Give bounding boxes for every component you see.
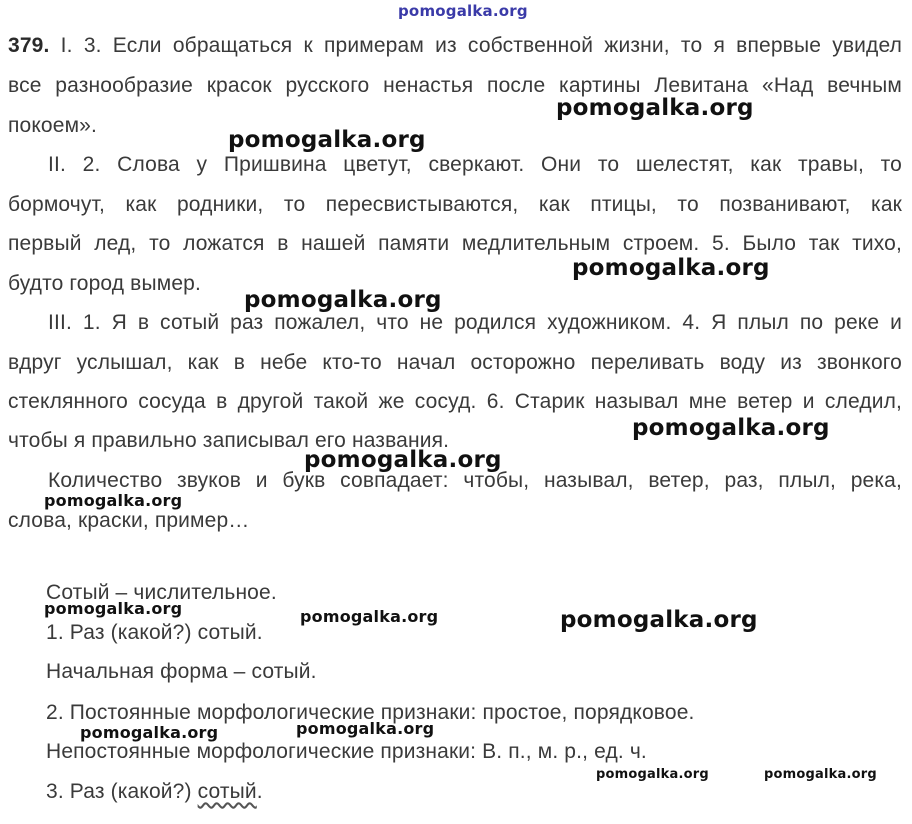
text-line-1 [8,33,902,59]
analysis-line-4: 2. Постоянные морфологические признаки: простое, порядковое. [46,701,695,724]
watermark: pomogalka.org [300,607,439,626]
watermark: pomogalka.org [228,127,426,153]
analysis-line-6 [46,779,912,805]
header-watermark: pomogalka.org [398,2,528,20]
text-line-9: вдруг услышал, как в небе кто-то начал осторожно переливать воду из звонкого [8,351,902,374]
text-line-2: все разнообразие красок русского ненастья после картины Левитана «Над вечным [8,74,902,97]
watermark: pomogalka.org [572,255,770,281]
watermark: pomogalka.org [632,415,830,441]
text-line-13: слова, краски, пример… [8,509,250,532]
watermark: pomogalka.org [764,767,877,782]
text-line-5: бормочут, как родники, то пересвистываются, как птицы, то позванивают, как [8,193,902,216]
underlined-word: сотый [197,780,257,803]
text-line-10: стеклянного сосуда в другой такой же сосуд. 6. Старик называл мне ветер и следил, [8,390,902,413]
watermark: pomogalka.org [560,607,758,633]
text-line-11: чтобы я правильно записывал его названия. [8,429,450,452]
exercise-number: 379. [8,34,50,57]
watermark: pomogalka.org [296,719,435,738]
text-line-6: первый лед, то ложатся в нашей памяти медлительным строем. 5. Было так тихо, [8,232,902,255]
analysis-line-5: Непостоянные морфологические признаки: В. п., м. р., ед. ч. [46,740,647,763]
text-line-7: будто город вымер. [8,272,201,295]
analysis-line-2: 1. Раз (какой?) сотый. [46,621,263,644]
watermark: pomogalka.org [80,723,219,742]
watermark: pomogalka.org [244,287,442,313]
text-line-8: III. 1. Я в сотый раз пожалел, что не родился художником. 4. Я плыл по реке и [48,311,902,334]
analysis-line-6-suffix: . [256,780,263,803]
analysis-line-3: Начальная форма – сотый. [46,660,317,683]
analysis-line-6-prefix: 3. Раз (какой?) [46,780,198,803]
watermark: pomogalka.org [44,599,183,618]
text-line-12: Количество звуков и букв совпадает: чтобы, называл, ветер, раз, плыл, река, [48,469,902,492]
text-line-4: II. 2. Слова у Пришвина цветут, сверкают. Они то шелестят, как травы, то [48,153,902,176]
watermark: pomogalka.org [44,491,183,510]
watermark: pomogalka.org [304,447,502,473]
text-line-3: покоем». [8,114,97,137]
watermark: pomogalka.org [596,767,709,782]
watermark: pomogalka.org [556,95,754,121]
analysis-line-1: Сотый – числительное. [46,581,277,604]
text-line-1-body: I. 3. Если обращаться к примерам из собственной жизни, то я впервые увидел [60,34,902,57]
